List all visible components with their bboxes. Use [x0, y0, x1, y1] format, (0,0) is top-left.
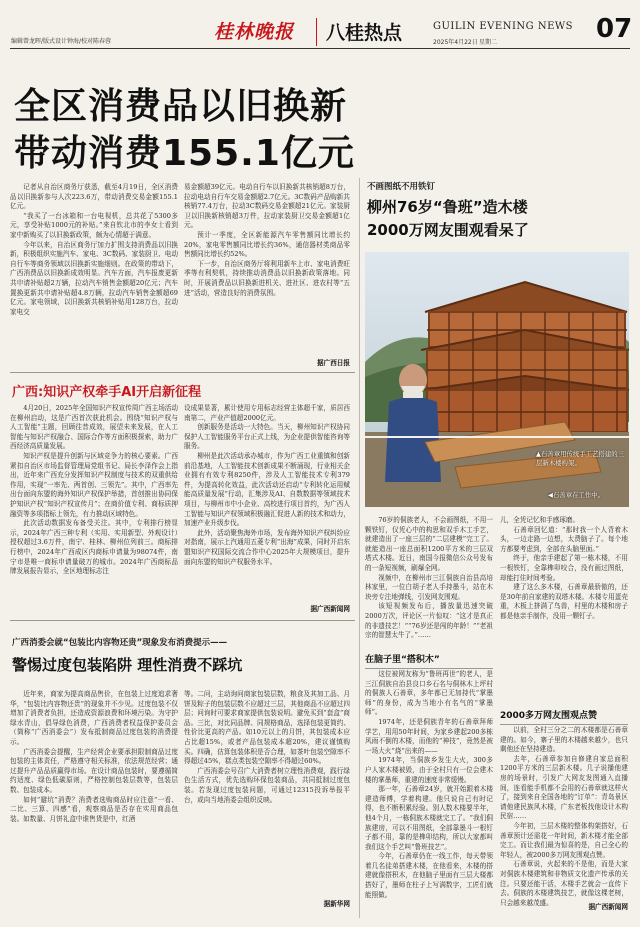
story3-p1: 近年来，商家为提高商品售价，在包装上过度追求奢华，“包装比内容物还贵”的现象并不少见。过度包装不仅增加了消费者负担，还造成资源浪费和环境污染。为守护绿水青山，倡导绿色消费，广西消费者权益保护委员会（简称“广西消委会”）发布抵制商品过度包装的消费提示。 — [10, 690, 178, 746]
story2-p6: 柳州是此次活动承办城市，作为广西工业重镇和创新前沿基地，人工智能技术创新成果不断涌现，行业相关企业拥有有效专利8250件，涉及人工智能技术专利379件，为提高转化效益，此次活动还启动“专利转化运用赋能高质量发展”行动，汇集涉及AI、自数数据等领域技术项目，与柳州市中小企业、高校进行项目首约，为广西人工智能与知识产权领域积极融汇促进人新的技术和动力，加速产业升级步伐。 — [184, 451, 350, 528]
story4-p8: 今年，石善章仍在一线工作，每天带领着几名徒弟搭建木楼，在他看来，木楼的搭建就像搭积木，在他脑子里面有三层大楼都搭好了，墨师在柱子上写满数字，工匠们就能照做。 — [365, 852, 493, 899]
story2-p5: 创新服务是活动一大特色。当天，柳州知识产权协同保护人工智能服务平台正式上线，为企业提供智能咨询等服务。 — [184, 423, 350, 451]
story4-p6: 1974年，当侗族乡发生大火，300多户人家木楼被毁，由于全村只有一位会建木楼的掌墨师，重建的速度非常缓慢。 — [365, 756, 493, 784]
column-separator — [359, 178, 360, 918]
english-masthead: GUILIN EVENING NEWS — [433, 21, 574, 32]
story4-p5: 1974年，还是侗族青年的石善章拜师学艺，用用50年时间，为家乡建起200多栋风雨不倒的木楼，而他的“神技”，竟然是被一场大火“烧”出来的—— — [365, 717, 493, 755]
story4-subhead-2 — [500, 708, 628, 725]
story1-col1 — [10, 183, 178, 368]
story1-p4: 易金额超39亿元。电动自行车以旧换新共核销超8万台，拉动电动自行车交易金额超2.7亿元。3C数码产品购新共核销77.4万台，拉动3C数码交易金额超21亿元。家装厨卫以旧换新核销超3万件，拉动家装厨卫交易金额超1亿元。 — [184, 183, 350, 230]
story4-p3: 该短视频发布后，播放量迅速突破2000万次，评论区一片惊叹：“这才是真正的非遗技艺！”“76岁还是闯的年龄！”“老祖宗的智慧太牛了。”…… — [365, 602, 493, 640]
story4-credit: 据广西新闻网 — [588, 903, 628, 911]
story4-p9: 儿，全凭记忆和手感琢磨。 — [500, 516, 580, 524]
story4-p4: 这位被网友称为“鲁班再世”的老人，是三江侗族自治县良口乡石名与侗林木上坪村的侗族人石善章，多年都已无加持代“掌墨师”的身份，成为当地小有名气的“掌墨师”。 — [365, 670, 493, 717]
story2-p3: 此次活动数据发布备受关注。其中，专利排行榜显示，2024年广西三种专利（实用、实用新型、外观设计）授权超过3.6万件，南宁、桂林、柳州位列前三。商标排行榜中，2024年广西成区内商标申请量为98074件，南宁市是唯一商标申请量破万的城市。2024年广西商标品牌发展报告显示，全区地理标志注 — [10, 519, 178, 576]
story4-p11: 终于，他亲手建起了第一栋木楼，不用一根铁钉，全靠榫卯咬合，没有画过图纸，却能打住时间考验。 — [500, 554, 628, 582]
story3-title: 警惕过度包装陷阱 理性消费不踩坑 — [12, 656, 243, 674]
header-rule — [10, 48, 630, 49]
story4-p13: 以前，全村三分之二的木楼都是石善章建的。如今，寨子里的木楼越来越少，也只剩他还在坚持建造。 — [500, 726, 628, 754]
photo-caption-2 — [548, 490, 604, 499]
story4-title1: 柳州76岁“鲁班”造木楼 — [367, 198, 528, 216]
story1-col2 — [184, 183, 350, 351]
story2-divider — [10, 620, 355, 621]
issue-weekday: 星期二 — [479, 39, 498, 46]
story3-kicker: 广西消委会就“包装比内容物还贵”现象发布消费提示—— — [12, 638, 228, 648]
story4-col2 — [500, 516, 628, 702]
page-number: 07 — [596, 14, 633, 44]
story2-col2 — [184, 404, 350, 611]
story4-col1 — [365, 516, 493, 644]
story4-kicker: 不画图纸不用铁钉 — [367, 182, 436, 192]
story4-title2: 2000万网友围观看呆了 — [367, 221, 529, 239]
story3-p4: 等。二问，主动询问商家包装层数，粮食及其加工品、月饼及粽子的包装层数不应超过三层，其他商品不应超过四层；问询时可要求商家提供包装说明。避免买到“套盒”商品。三比，对比同品牌、同规格商品，选择包装更简约、性价比更高的产品。如10元以上的月饼，其包装成本应占比超15%，或者产品包装成本超20%，建议谨慎购买。四确，估算包装体积是否合理，如茶叶包装空隙率不得超过45%，糕点类包装空隙率不得超过60%。 — [184, 690, 350, 766]
story4-p16: 石善章说，火起来的不是他，而是大家对侗族木楼建筑和非物质文化遗产传承的关注。只要还能干活，木楼手艺就会一直传下去。侗族的木楼建筑技艺，就像这棵老树，只会越来越茂盛。 — [500, 860, 628, 907]
caption1-arrow-icon: ▲ — [536, 450, 541, 458]
story2-p2: 知识产权是提升创新与区域竞争力的核心要素。广西紧扣自治区市场监督管理局党组书记、局长李泽作会上指出，近年来广西充分发挥知识产权制度与技术的双重供给作用，实现“一率先、两首创、三领先”。其中，广西率先出台面向东盟的海外知识产权保护举措，首创推出协同保护知识产权“知识产权宣传月”；在商价值专利、商标质押融资等多项指标上领先，有力推动区域特色。 — [10, 451, 178, 518]
story1-p6: 下一步，自治区商务厅将利用新车上市、家电消费旺季等有利契机，持续推动消费品以旧换新政策落地。同时，开展消费品以旧换新进机关、进社区、进农村等“五进”活动，营造良好的消费氛围。 — [184, 259, 350, 297]
story3-p2: 广西消委会提醒，生产经营企业要承担限制商品过度包装的主体责任，严格遵守相关标准，依法规范经营；通过提升产品品质赢得市场。在设计商品包装时，要遵循简约适度、绿色低碳原则，严格控制包装层数等，包装层数、包装成本。 — [10, 747, 178, 794]
story1-p3: 今年以来，自治区商务厅加力扩围支持消费品以旧换新，积极组织实施汽车、家电、3C数码、家装厨卫、电动自行车等商务领域以旧换新实施细则。在政策的带动下，广西消费品以旧换新成效明显。汽车方面，汽车报废更新共申请补贴超2万辆，拉动汽车销售金额超20亿元；汽车置换更新共申请补贴超4.8万辆，拉动汽车销售金额超69亿元。家电领域，以旧换新共核销补贴用128万台，拉动家电交 — [10, 240, 178, 316]
logo-divider — [316, 18, 317, 46]
story3-col1 — [10, 690, 178, 912]
main-headline-line2: 带动消费155.1亿元 — [14, 133, 355, 174]
story3-p5: 广西消委会号召广大消费者树立理性消费观，践行绿色生活方式，优先选购环保包装商品，共同抵制过度包装。若发现过度包装问题，可通过12315投诉举报平台，或向当地消委会组织反映。 — [184, 766, 350, 804]
story4-p1: 76岁的侗族老人，不会画图纸，不用一颗铁钉，仅凭心中的构思和双手木工手艺，就建造出了一座三层的“二层建模”完工了。就能造出一座总面积1200平方米的三层双塔式木楼。近日，南国今报微信公众号发布的一条短视频，刷爆全网。 — [365, 516, 493, 572]
story1-p5: 预计一季度，全区新能源汽车零售额同比增长约20%，家电零售额同比增长约36%，通信器材类商品零售额同比增长约52%。 — [184, 230, 350, 259]
story1-p1: 记者从自治区商务厅获悉，截至4月19日，全区消费品以旧换新参与人次223.6万，带动消费交易金额155.1亿元。 — [10, 183, 178, 211]
story4-p12: 建了这么多木楼，石善章最骄傲的，还是30年前自家建的双塔木楼。木楼专用蛋壳重，木板上挤满了鸟兽，村里的木楼和房子都是他亲手制作，没用一颗钉子。 — [500, 583, 628, 620]
caption2-arrow-icon: ◀ — [548, 491, 553, 499]
story4-subhead-1 — [365, 652, 493, 669]
photo-caption-1 — [536, 450, 628, 468]
section-title: 八桂热点 — [326, 22, 403, 44]
newspaper-logo: 桂林晚报 — [214, 21, 295, 43]
wooden-building-photo — [365, 252, 629, 507]
story4-subhead-2-text: 2000多万网友围观点赞 — [500, 711, 598, 721]
caption1-text: 石善章用传统手工艺搭建的三层新木楼构架。 — [536, 450, 624, 467]
story2-p1: 4月20日，2025年全国知识产权宣传周广西主场活动在柳州启动，这是广西首次获此机会。围绕“知识产权与人工智能”主题，回顾往昔成效，展望未来发展，在人工智能与知识产权融合、国际合作等方面积极探索，助力广西经济高质量发展。 — [10, 404, 178, 451]
story2-p4: 设成果显著，累计使用专用标志经营主体超千家，质居西南第二，产业产值超2000亿元。 — [184, 404, 350, 422]
caption2-text: 石善章在工作中。 — [552, 491, 605, 499]
story4-p15: 今年初，三层木楼的整体构架搭好，石善章预计还需花一年时间，新木楼才能全部完工。而让我们最为惊喜的是，自己全心的年轻人，被2000多万网友围观点赞。 — [500, 821, 628, 859]
story3-credit: 据新华网 — [323, 900, 350, 908]
story4-p2: 视频中，在柳州市三江侗族自治县高培林家里，一位白胡子老人手持墨斗，站在木块旁专注地弹线，引发网友围观。 — [365, 573, 493, 601]
story2-p7: 此外，活动聚焦海外市场，发布海外知识产权纠纷应对指南，展示上汽通用五菱专利“出海”成果，同时开启东盟知识产权国际交流合作中心2025年大规模项目，提升面向东盟的知识产权服务水平。 — [184, 528, 350, 566]
story4-p14: 去年，石善章参加自修建自家总面积1200平方米的三层新木楼。几子说播他建房的场景时，引发广大网友发图通入直播间，连看能手机都不会用的石善章就这样火了，接到来自全国各地的“订单”：青岛景区请他建民族风木楼，广东老板找他设计木构民宿…… — [500, 754, 628, 821]
photo-divider-white — [365, 436, 629, 438]
story4-p7: 那一年，石善章24岁，就开始跟着木楼建造师傅，学着构建。他只说自己有时记得，也不断积累经验。别人数木楼要半年，他4个月，一栋侗族木楼就完工了。“我们侗族建房，可以不用图纸，全部靠墨斗一根钉子都不用，靠的是榫卯结构，所以大家都叫我们这个手艺叫“鲁班技艺”。 — [365, 785, 493, 851]
main-headline-line1: 全区消费品以旧换新 — [14, 86, 348, 127]
story4-p10: 石善章回忆道：“那时我一个人背着木头，一边走路一边想，太费脑子了。每个地方都要考虑到，全部在头脑里面。” — [500, 525, 628, 553]
story4-subhead-1-text: 在脑子里“搭积木” — [365, 655, 440, 665]
story2-title — [12, 381, 201, 400]
story1-p2: “我买了一台冰箱和一台电视机，总共花了5300多元，享受补贴1000元的补贴。”来自钦北市的李女士看到家中新购买了以旧换新政策，颇为心情超于满意。 — [10, 211, 178, 239]
story1-divider — [10, 372, 355, 373]
story3-p3: 如何“避坑”消费？消费者选购商品时应注意“一看、二比、三算、四感”看，观察商品是否存在实用商品包装。如数量、月饼礼盒中谁售货是中，红酒 — [10, 795, 178, 823]
story2-credit: 据广西新闻网 — [310, 605, 350, 613]
story2-col1 — [10, 404, 178, 617]
photo-illustration — [365, 252, 629, 507]
editors-line: 编辑曾龙晖/版式设计钟海/校对陈春蓉 — [11, 38, 112, 45]
story2-title-text: 广西:知识产权牵手AI开启新征程 — [12, 385, 202, 400]
story1-credit: 据广西日报 — [317, 359, 350, 367]
issue-date: 2025年4月22日 — [433, 39, 478, 46]
story4-col1b — [365, 670, 493, 922]
story3-col2 — [184, 690, 350, 900]
